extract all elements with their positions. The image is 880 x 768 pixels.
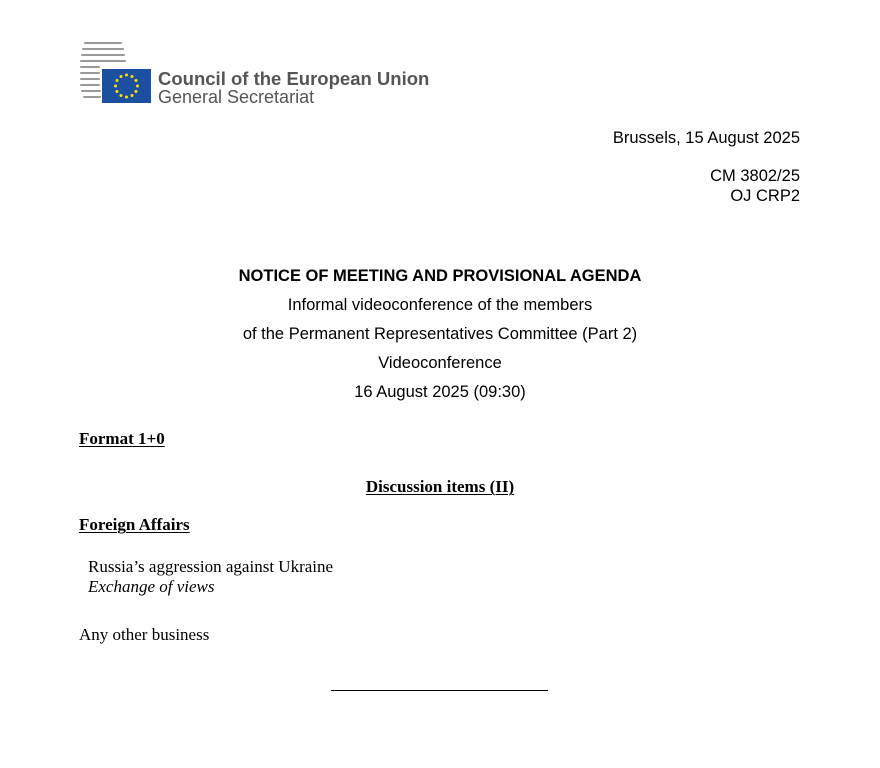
place-date: Brussels, 15 August 2025 [612,129,800,147]
meeting-description-line-1: Informal videoconference of the members [287,296,593,314]
agenda-item-note: Exchange of views [88,577,215,596]
meeting-location: Videoconference [378,354,502,372]
notice-title: NOTICE OF MEETING AND PROVISIONAL AGENDA [238,267,642,285]
doc-code: OJ CRP2 [730,187,800,205]
any-other-business: Any other business [79,625,210,644]
org-subtitle: General Secretariat [158,87,315,107]
agenda-item-title: Russia’s aggression against Ukraine [88,557,334,576]
meeting-description-line-2: of the Permanent Representatives Committee (Part 2) [242,325,638,343]
doc-reference: CM 3802/25 [710,167,800,185]
meeting-date-time: 16 August 2025 (09:30) [354,383,526,401]
closing-rule [331,690,548,691]
subsection-heading: Foreign Affairs [79,515,190,534]
eu-stars-icon [102,69,151,103]
org-name: Council of the European Union [158,68,430,89]
eu-flag-icon [102,69,151,103]
section-heading: Discussion items (II) [365,477,515,496]
meeting-format: Format 1+0 [79,429,165,448]
